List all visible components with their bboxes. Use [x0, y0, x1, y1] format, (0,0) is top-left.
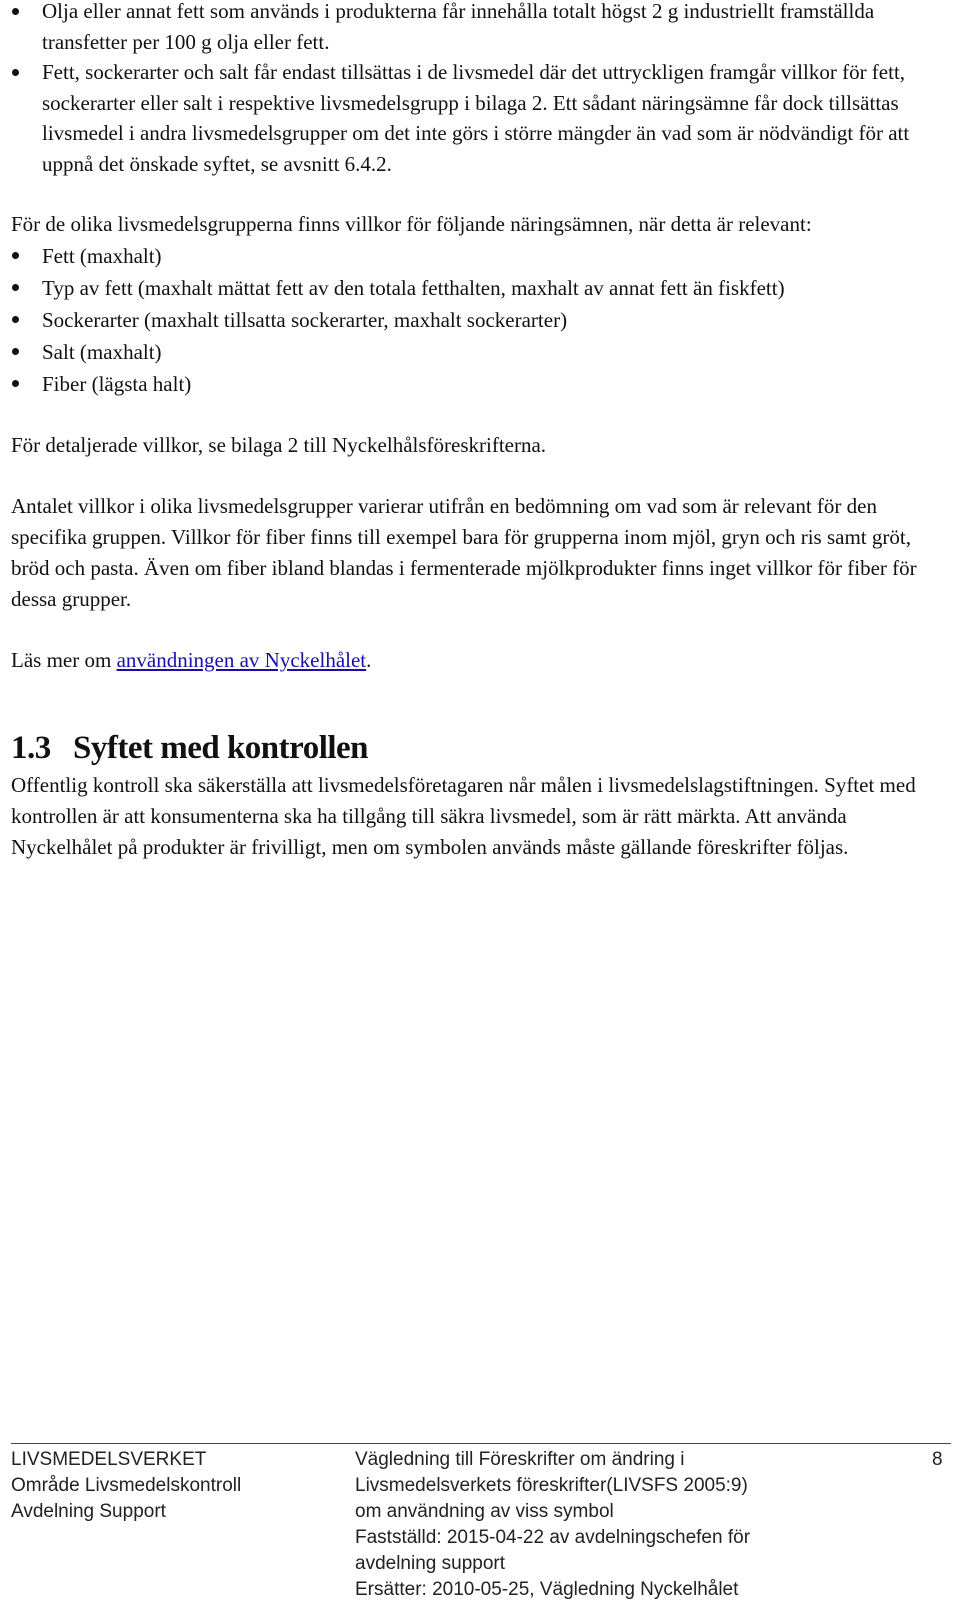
read-more-suffix: . [366, 648, 372, 672]
footer-doc-line: Livsmedelsverkets föreskrifter(LIVSFS 2005:9) [355, 1475, 748, 1496]
footer-org-line: Avdelning Support [11, 1501, 166, 1522]
page-number: 8 [932, 1449, 943, 1470]
list-item: Fett, sockerarter och salt får endast tillsättas i de livsmedel där det uttryckligen framgår villkor för fett, sockerarter eller salt i respektive livsmedelsgrupp i bilaga 2. Ett sådant näringsämne får dock tillsättas livsmedel i andra livsmedelsgrupper om det inte görs i större mängder än vad som är nödvändigt för att uppnå det önskade syftet, se avsnitt 6.4.2. [11, 57, 921, 179]
section-number: 1.3 [11, 730, 51, 766]
list-item: Salt (maxhalt) [11, 336, 921, 368]
list-item: Typ av fett (maxhalt mättat fett av den totala fetthalten, maxhalt av annat fett än fiskfett) [11, 272, 921, 304]
read-more-paragraph [11, 645, 921, 676]
list-item: Fiber (lägsta halt) [11, 368, 921, 400]
footer-organization [11, 1447, 341, 1525]
details-paragraph: För detaljerade villkor, se bilaga 2 till Nyckelhålsföreskrifterna. [11, 433, 547, 457]
footer-doc-line: avdelning support [355, 1553, 505, 1574]
footer-doc-line: om användning av viss symbol [355, 1501, 614, 1522]
read-more-prefix: Läs mer om [11, 648, 117, 672]
section-title: Syftet med kontrollen [73, 730, 369, 766]
footer-org-line: LIVSMEDELSVERKET [11, 1449, 207, 1470]
footer-doc-line: Vägledning till Föreskrifter om ändring i [355, 1449, 685, 1470]
nutrient-list [11, 240, 921, 400]
footer-org-line: Område Livsmedelskontroll [11, 1475, 242, 1496]
page-content [11, 0, 921, 863]
footer-document-info [355, 1447, 875, 1603]
footer-doc-line: Ersätter: 2010-05-25, Vägledning Nyckelhålet [355, 1579, 739, 1600]
footer-divider [11, 1443, 951, 1444]
nyckelhalet-usage-link[interactable]: användningen av Nyckelhålet [116, 648, 367, 672]
footer-doc-line: Fastställd: 2015-04-22 av avdelningschefen för [355, 1527, 751, 1548]
varies-paragraph: Antalet villkor i olika livsmedelsgrupper varierar utifrån en bedömning om vad som är relevant för den specifika gruppen. Villkor för fiber finns till exempel bara för grupperna inom mjöl, gryn och ris samt gröt, bröd och pasta. Även om fiber ibland blandas i fermenterade mjölkprodukter finns inget villkor för fiber för dessa grupper. [11, 494, 917, 611]
intro-paragraph: För de olika livsmedelsgrupperna finns villkor för följande näringsämnen, när detta är relevant: [11, 212, 812, 236]
section-body: Offentlig kontroll ska säkerställa att livsmedelsföretagaren når målen i livsmedelslagstiftningen. Syftet med kontrollen är att konsumenterna ska ha tillgång till säkra livsmedel, som är rätt märkta. Att använda Nyckelhålet på produkter är frivilligt, men om symbolen används måste gällande föreskrifter följas. [11, 773, 916, 859]
list-item: Sockerarter (maxhalt tillsatta sockerarter, maxhalt sockerarter) [11, 304, 921, 336]
section-heading [11, 726, 921, 770]
requirements-list [11, 0, 921, 179]
list-item: Olja eller annat fett som används i produkterna får innehålla totalt högst 2 g industriellt framställda transfetter per 100 g olja eller fett. [11, 0, 921, 57]
list-item: Fett (maxhalt) [11, 240, 921, 272]
